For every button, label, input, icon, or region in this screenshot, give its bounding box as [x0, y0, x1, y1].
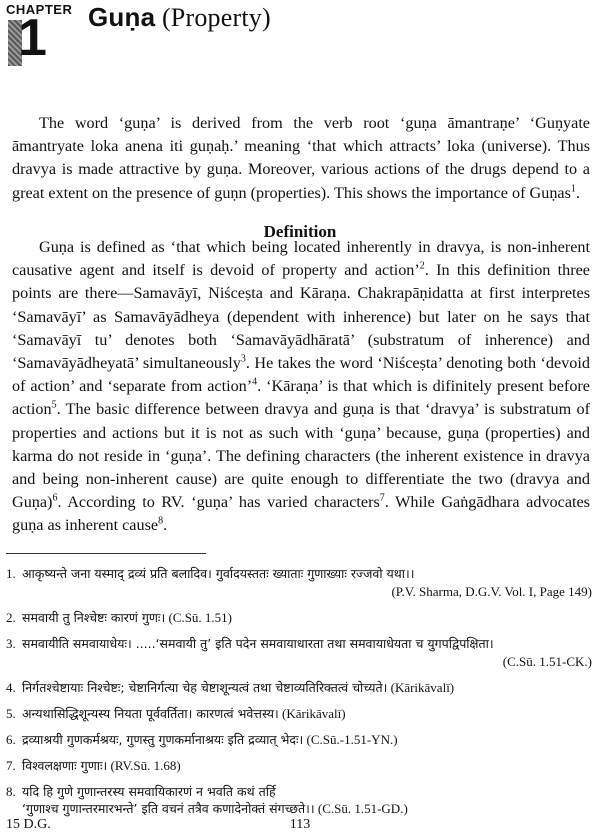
footnote-ref: 8	[158, 516, 164, 528]
footnote-item	[6, 731, 596, 748]
footnote-text: समवायीति समवायाधेयः। .....‘समवायी तु’ इति पदेन समवायाधारता तथा समवायाधेयता च युगपद्विपक्षिता।	[22, 636, 494, 651]
footnote-item	[6, 609, 596, 626]
chapter-label: CHAPTER	[6, 2, 73, 17]
footnotes-list	[6, 565, 596, 826]
footnote-text: यदि हि गुणे गुणान्तरस्य समवायिकारणं न भवति कथं तर्हि	[22, 784, 276, 799]
chapter-title-sub: (Property)	[161, 3, 271, 32]
footnote-item	[6, 565, 596, 600]
footnote-ref: 1	[570, 183, 576, 195]
footnote-ref: 3	[240, 353, 246, 365]
footnote-text: समवायी तु निश्चेष्टः कारणं गुणः।	[22, 610, 166, 625]
intro-paragraph-block	[12, 112, 590, 205]
footnote-number: 4.	[6, 680, 16, 695]
footnote-citation: (Kārikāvalī)	[390, 680, 455, 695]
footnote-ref: 7	[379, 492, 385, 504]
footnote-number: 5.	[6, 706, 16, 721]
chapter-title-main: Guṇa	[88, 2, 156, 32]
footnote-citation: (C.Sū. 1.51-GD.)	[317, 801, 408, 816]
footnote-citation: (RV.Sū. 1.68)	[110, 758, 181, 773]
footnote-ref: 6	[52, 492, 58, 504]
intro-paragraph: The word ‘guṇa’ is derived from the verb root ‘guṇa āmantraṇe’ ‘Guṇyate āmantryate loka anena iti guṇaḥ.’ meaning ‘that which attracts’ loka (universe). Thus dravya is made attractive by guṇa. Moreover, various actions of the drugs depend to a great extent on the presence of guṇn (properties). This shows the importance of Guṇas$^1$.	[12, 114, 590, 202]
footer-signature: 15 D.G.	[6, 817, 51, 832]
footnote-text: विश्वलक्षणाः गुणाः।	[22, 758, 108, 773]
definition-paragraph: Guṇa is defined as ‘that which being located inherently in dravya, is non-inherent causative agent and itself is devoid of property and action’$^2$. In this definition three points are there—Samavāyī, Niśceṣta and Kāraṇa. Chakrapāṇidatta at first interpretes ‘Samavāyī’ as Samavāyādheya (dependent with inherence) but later on he says that ‘Samavāyī tu’ denotes both ‘Samavāyādhāratā’ (substratum of inherence) and ‘Samavāyādheyatā’ simultaneously$^3$. He takes the word ‘Niśceṣta’ denoting both ‘devoid of action’ and ‘separate from action’$^4$. ‘Kāraṇa’ is that which is difinitely present before action$^5$. The basic difference between dravya and guṇa is that ‘dravya’ is substratum of properties and actions but it is not as such with ‘guṇa’ because, guṇa (properties) and karma do not reside in ‘guṇa’. The defining characters (the inherent existence in dravya and being non-inherent cause) are quite enough to differentiate the two (dravya and Guṇa)$^6$. According to RV. ‘guṇa’ has varied characters$^7$. While Gaṅgādhara advocates guṇa as inherent cause$^8$.	[12, 238, 590, 535]
footnote-number: 3.	[6, 636, 16, 651]
footnote-item	[6, 783, 596, 817]
footnote-text: द्रव्याश्रयी गुणकर्मश्रयः, गुणस्तु गुणकर्मानाश्रयः इति द्रव्यात् भेदः।	[22, 732, 304, 747]
footnote-ref: 5	[51, 400, 57, 412]
footnote-number: 1.	[6, 566, 16, 581]
definition-paragraph-block	[12, 236, 590, 538]
footnote-citation: (C.Sū. 1.51)	[168, 610, 233, 625]
footnote-text-continued: ‘गुणाश्च गुणान्तरमारभन्ते’ इति वचनं तत्रैव कणादेनोक्तं संगच्छते।।	[22, 801, 315, 816]
footnote-citation: (P.V. Sharma, D.G.V. Vol. I, Page 149)	[391, 584, 592, 599]
footnote-text: आकृष्यन्ते जना यस्माद् द्रव्यं प्रति बलादिव। गुर्वादयस्ततः ख्याताः गुणाख्याः रज्जवो यथा।।	[22, 566, 415, 581]
footnote-number: 7.	[6, 758, 16, 773]
footnote-citation: (Kārikāvalī)	[282, 706, 346, 721]
footnote-text: निर्गतश्चेष्टायाः निश्चेष्टः; चेष्टानिर्गत्या चेह चेष्टाशून्यत्वं तथा चेष्टाव्यतिरिक्तत्वं चोच्यते।	[22, 680, 388, 695]
footnote-number: 8.	[6, 784, 16, 799]
footnote-item	[6, 635, 596, 670]
page-footer	[6, 817, 594, 835]
footnote-item	[6, 757, 596, 774]
footnote-item	[6, 705, 596, 722]
chapter-marker	[6, 2, 78, 66]
footnote-ref: 2	[419, 260, 425, 272]
footnote-citation: (C.Sū. 1.51-CK.)	[502, 654, 592, 669]
footnote-number: 6.	[6, 732, 16, 747]
footnote-ref: 4	[252, 376, 258, 388]
footnote-number: 2.	[6, 610, 16, 625]
definition-heading: Definition	[263, 222, 337, 241]
footnote-text: अन्यथासिद्धिशून्यस्य नियता पूर्ववर्तिता। कारणत्वं भवेत्तस्य।	[22, 706, 279, 721]
footnote-citation: (C.Sū.-1.51-YN.)	[306, 732, 398, 747]
page-number: 113	[289, 817, 311, 832]
footnote-divider	[6, 553, 206, 554]
chapter-number: 1	[18, 9, 47, 67]
chapter-title	[88, 2, 271, 33]
footnote-item	[6, 679, 596, 696]
